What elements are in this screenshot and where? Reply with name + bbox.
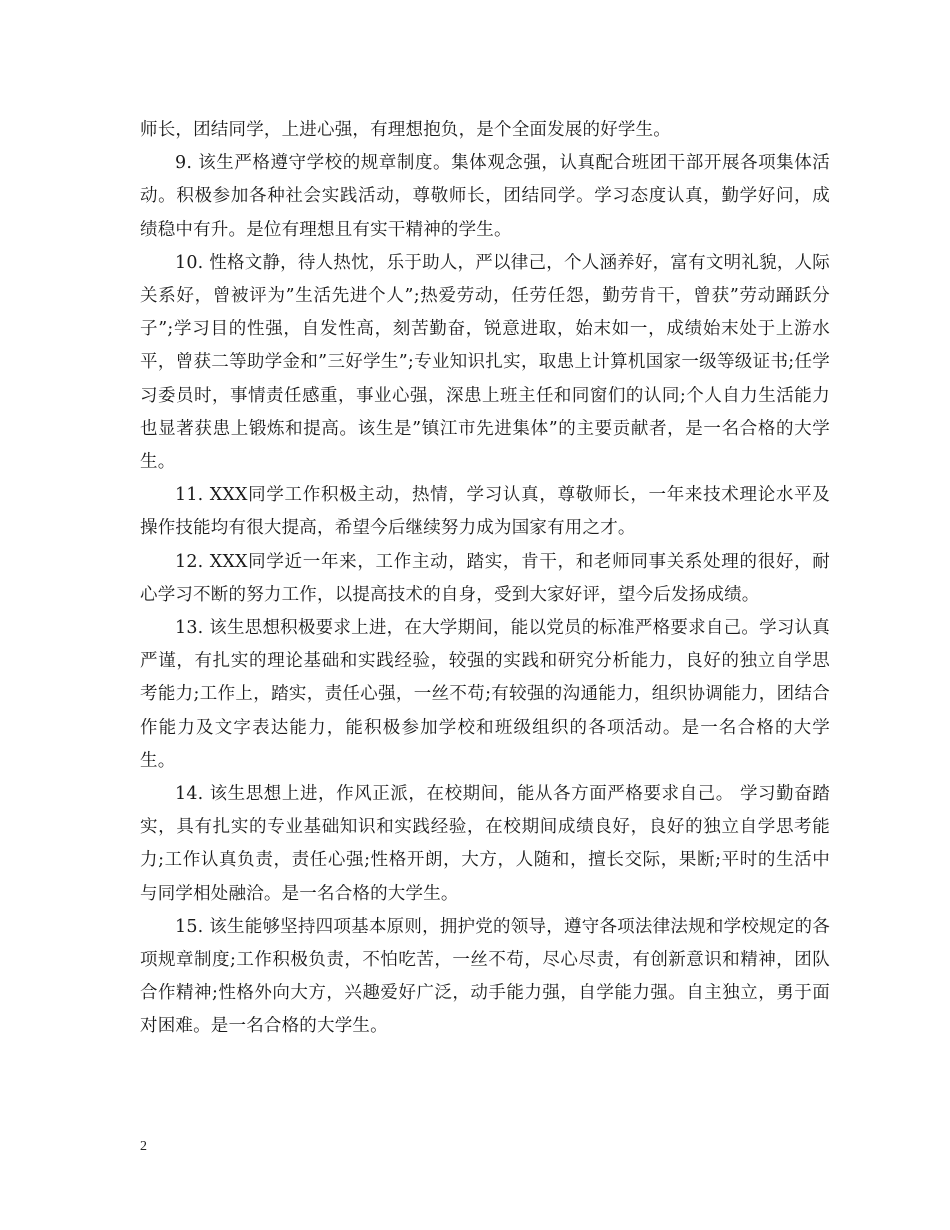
paragraph-item-11: 11. XXX同学工作积极主动，热情，学习认真，尊敬师长，一年来技术理论水平及操作技能均有很大提高，希望今后继续努力成为国家有用之才。 [140,485,830,539]
paragraph-item-9: 9. 该生严格遵守学校的规章制度。集体观念强，认真配合班团干部开展各项集体活动。积极参加各种社会实践活动，尊敬师长，团结同学。学习态度认真，勤学好问，成绩稳中有升。是位有理想且有实干精神的学生。 [140,153,830,240]
paragraph-item-13: 13. 该生思想积极要求上进，在大学期间，能以党员的标准严格要求自己。学习认真严谨，有扎实的理论基础和实践经验，较强的实践和研究分析能力，良好的独立自学思考能力;工作上，踏实，责任心强，一丝不苟;有较强的沟通能力，组织协调能力，团结合作能力及文字表达能力，能积极参加学校和班级组织的各项活动。是一名合格的大学生。 [140,618,830,771]
paragraph-item-15: 15. 该生能够坚持四项基本原则，拥护党的领导，遵守各项法律法规和学校规定的各项规章制度;工作积极负责，不怕吃苦，一丝不苟，尽心尽责，有创新意识和精神，团队合作精神;性格外向大方，兴趣爱好广泛，动手能力强，自学能力强。自主独立，勇于面对困难。是一名合格的大学生。 [140,916,830,1037]
paragraph-item-12: 12. XXX同学近一年来，工作主动，踏实，肯干，和老师同事关系处理的很好，耐心学习不断的努力工作，以提高技术的自身，受到大家好评，望今后发扬成绩。 [140,551,830,605]
paragraph-continuation: 师长，团结同学，上进心强，有理想抱负，是个全面发展的好学生。 [140,120,671,140]
paragraph-item-14: 14. 该生思想上进，作风正派，在校期间，能从各方面严格要求自己。 学习勤奋踏实，具有扎实的专业基础知识和实践经验，在校期间成绩良好，良好的独立自学思考能力;工作认真负责，责任心强;性格开朗，大方，人随和，擅长交际，果断;平时的生活中与同学相处融洽。是一名合格的大学生。 [140,784,830,904]
document-body [140,114,830,1044]
paragraph-item-10: 10. 性格文静，待人热忱，乐于助人，严以律己，个人涵养好，富有文明礼貌，人际关系好，曾被评为”生活先进个人”;热爱劳动，任劳任怨，勤劳肯干，曾获”劳动踊跃分子”;学习目的性强，自发性高，刻苦勤奋，锐意进取，始末如一，成绩始末处于上游水平，曾获二等助学金和”三好学生”;专业知识扎实，取患上计算机国家一级等级证书;任学习委员时，事情责任感重，事业心强，深患上班主任和同窗们的认同;个人自力生活能力也显著获患上锻炼和提高。该生是”镇江市先进集体”的主要贡献者，是一名合格的大学生。 [140,252,830,473]
page-number: 2 [140,1139,147,1154]
